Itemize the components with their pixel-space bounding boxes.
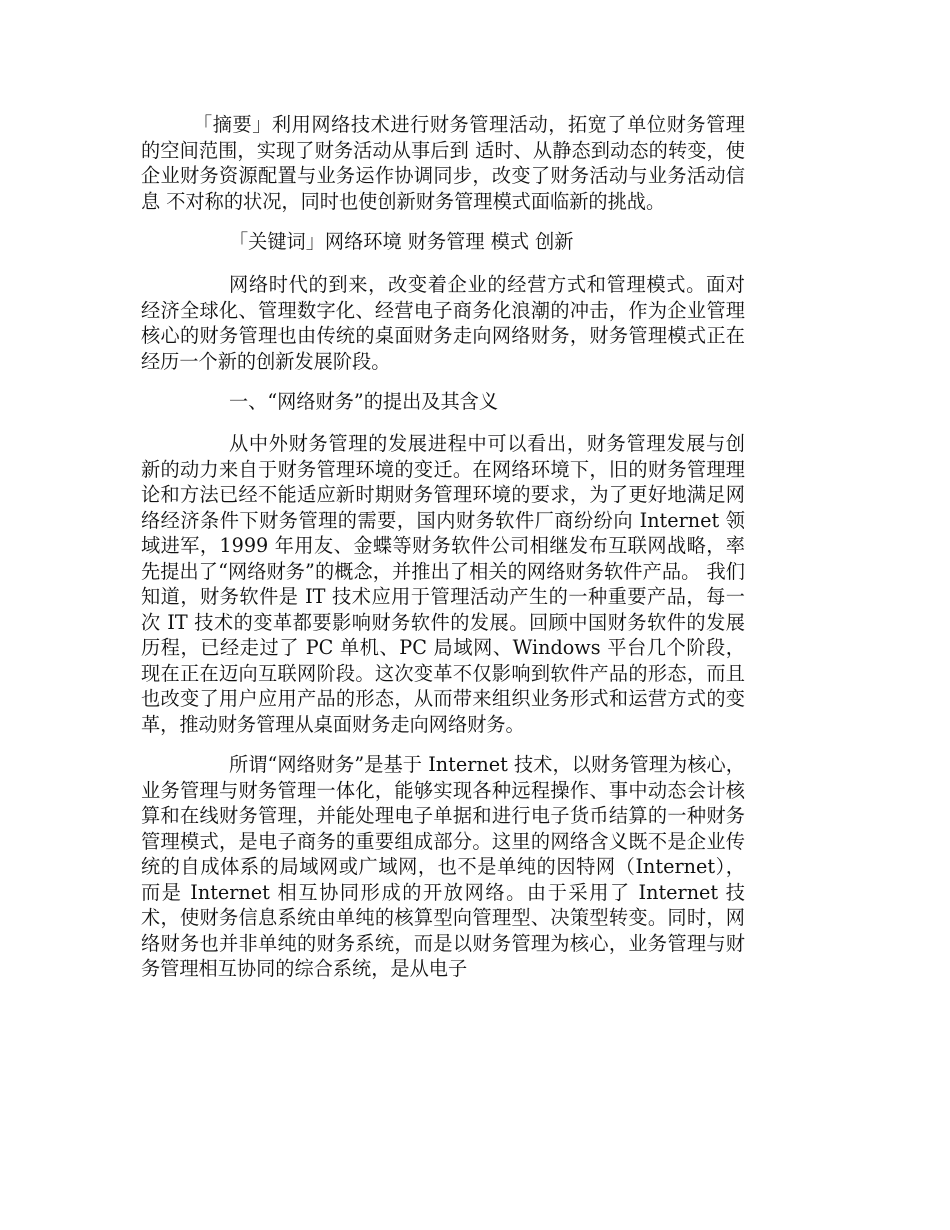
intro-paragraph: 网络时代的到来，改变着企业的经营方式和管理模式。面对经济全球化、管理数字化、经营电子商务化浪潮的冲击，作为企业管理核心的财务管理也由传统的桌面财务走向网络财务，财务管理模式正在经历一个新的创新发展阶段。 [141,273,745,373]
section-paragraph-1: 从中外财务管理的发展进程中可以看出，财务管理发展与创新的动力来自于财务管理环境的变迁。在网络环境下，旧的财务管理理论和方法已经不能适应新时期财务管理环境的要求，为了更好地满足网络经济条件下财务管理的需要，国内财务软件厂商纷纷向 Internet 领域进军，1999 年用友、金蝶等财务软件公司相继发布互联网战略，率先提出了“网络财务”的概念，并推出了相关的网络财务软件产品。 我们知道，财务软件是 IT 技术应用于管理活动产生的一种重要产品，每一次 IT 技术的变革都要影响财务软件的发展。回顾中国财务软件的发展历程，已经走过了 PC 单机、PC 局域网、Windows 平台几个阶段，现在正在迈向互联网阶段。这次变革不仅影响到软件产品的形态，而且也改变了用户应用产品的形态，从而带来组织业务形式和运营方式的变革，推动财务管理从桌面财务走向网络财务。 [141,432,745,736]
section-heading: 一、“网络财务”的提出及其含义 [229,390,499,413]
document-body [141,112,745,997]
section-paragraph-2: 所谓“网络财务”是基于 Internet 技术，以财务管理为核心，业务管理与财务管理一体化，能够实现各种远程操作、事中动态会计核算和在线财务管理，并能处理电子单据和进行电子货币结算的一种财务管理模式，是电子商务的重要组成部分。这里的网络含义既不是企业传统的自成体系的局域网或广域网，也不是单纯的因特网（Internet），而是 Internet 相互协同形成的开放网络。由于采用了 Internet 技术，使财务信息系统由单纯的核算型向管理型、决策型转变。同时，网络财务也并非单纯的财务系统，而是以财务管理为核心，业务管理与财务管理相互协同的综合系统，是从电子 [141,753,745,980]
abstract-paragraph: 「摘要」利用网络技术进行财务管理活动，拓宽了单位财务管理的空间范围，实现了财务活动从事后到 适时、从静态到动态的转变，使企业财务资源配置与业务运作协调同步，改变了财务活动与业务活动信息 不对称的状况，同时也使创新财务管理模式面临新的挑战。 [141,113,745,213]
keywords-line: 「关键词」网络环境 财务管理 模式 创新 [229,230,574,253]
